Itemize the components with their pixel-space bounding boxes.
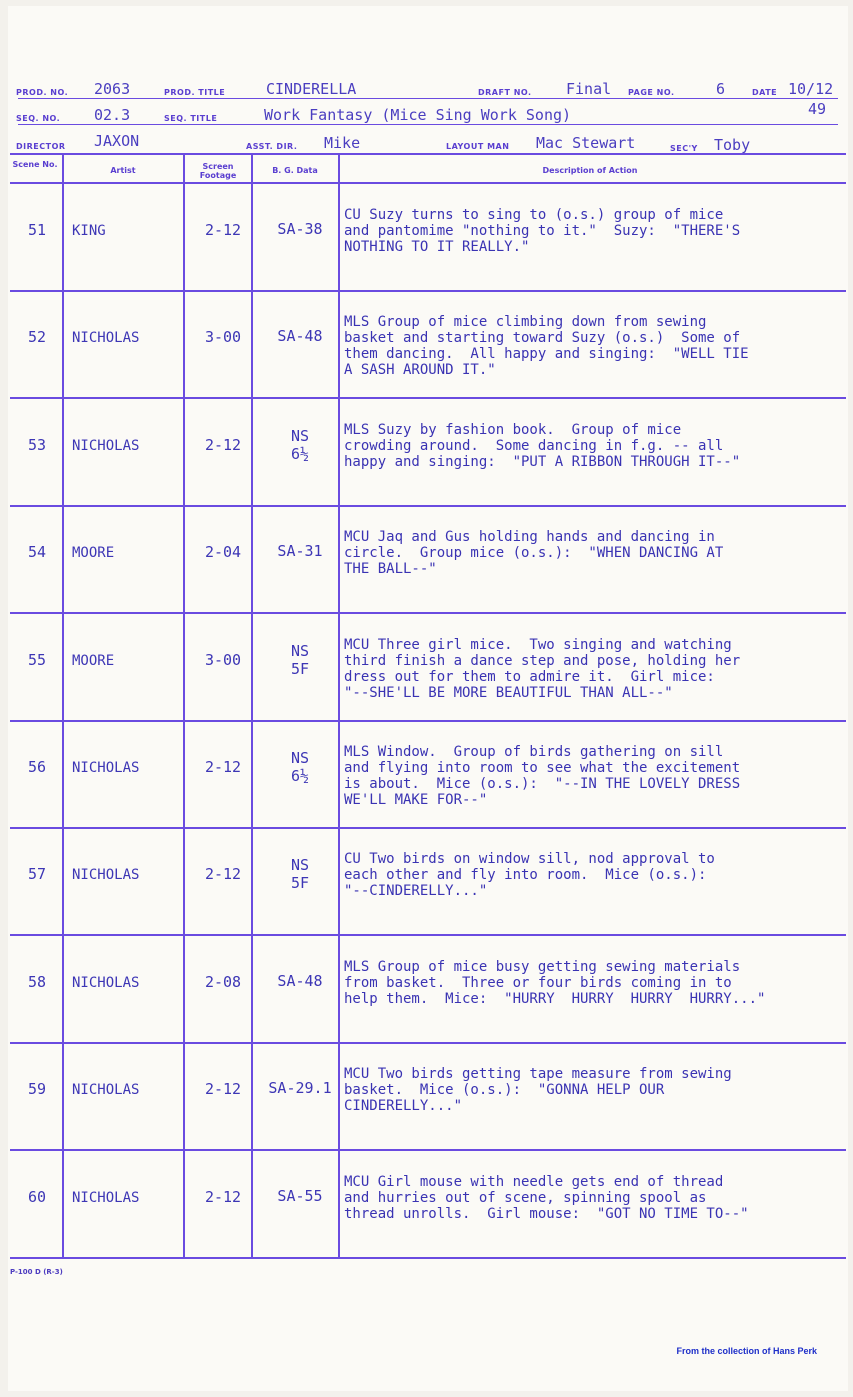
artist-name: NICHOLAS [72, 330, 140, 346]
screen-footage: 2-12 [204, 221, 242, 239]
artist-name: NICHOLAS [72, 1082, 140, 1098]
artist-name: MOORE [72, 653, 115, 669]
bg-data: SA-31 [277, 542, 323, 560]
seq-title: Work Fantasy (Mice Sing Work Song) [264, 106, 572, 124]
table-row [10, 398, 846, 505]
screen-footage: 3-00 [204, 328, 242, 346]
screen-footage: 2-12 [204, 436, 242, 454]
action-description: MCU Three girl mice. Two singing and watching third finish a dance step and pose, holding her dress out for them to admire it. Girl mice: "--SHE'LL BE MORE BEAUTIFUL THAN ALL--" [344, 637, 741, 701]
seq-title-label: SEQ. TITLE [164, 114, 218, 123]
prod-title: CINDERELLA [266, 80, 357, 98]
action-description: MLS Group of mice climbing down from sewing basket and starting toward Suzy (o.s.) Some of them dancing. All happy and singing: "WELL TIE A SASH AROUND IT." [344, 314, 749, 378]
screen-footage: 2-12 [204, 865, 242, 883]
scene-number: 54 [27, 543, 47, 561]
layout-man-label: LAYOUT MAN [446, 142, 510, 151]
col-footage-header: Screen Footage [199, 162, 237, 180]
col-desc-header: Description of Action [542, 166, 638, 175]
date-year: 49 [808, 100, 827, 118]
bg-data: SA-48 [277, 972, 323, 990]
secy-label: SEC'Y [670, 144, 698, 153]
bg-data: SA-38 [277, 220, 323, 238]
asst-dir-label: ASST. DIR. [246, 142, 298, 151]
bg-data: NS [290, 749, 310, 767]
date-label: DATE [752, 88, 778, 97]
bg-data: SA-55 [277, 1187, 323, 1205]
layout-man: Mac Stewart [536, 134, 636, 152]
header-rule-2 [18, 124, 838, 125]
col-artist-header: Artist [110, 166, 136, 175]
prod-title-label: PROD. TITLE [164, 88, 226, 97]
row-divider [10, 1257, 846, 1259]
bg-data: NS [290, 642, 310, 660]
artist-name: NICHOLAS [72, 975, 140, 991]
bg-data-sub: 5F [290, 660, 310, 678]
bg-data: SA-29.1 [268, 1079, 332, 1097]
asst-dir: Mike [324, 134, 361, 152]
action-description: MLS Window. Group of birds gathering on sill and flying into room to see what the excitement is about. Mice (o.s.): "--IN THE LOVELY DRESS WE'LL MAKE FOR--" [344, 744, 741, 808]
action-description: MLS Suzy by fashion book. Group of mice crowding around. Some dancing in f.g. -- all happy and singing: "PUT A RIBBON THROUGH IT--" [344, 422, 741, 470]
table-row [10, 1150, 846, 1257]
prod-no: 2063 [94, 80, 131, 98]
action-description: CU Suzy turns to sing to (o.s.) group of mice and pantomime "nothing to it." Suzy: "THERE'S NOTHING TO IT REALLY." [344, 207, 741, 255]
artist-name: NICHOLAS [72, 760, 140, 776]
col-bg-header: B. G. Data [272, 166, 318, 175]
screen-footage: 2-12 [204, 1080, 242, 1098]
artist-name: NICHOLAS [72, 867, 140, 883]
header-rule-1 [18, 98, 838, 99]
artist-name: MOORE [72, 545, 115, 561]
action-description: MCU Girl mouse with needle gets end of thread and hurries out of scene, spinning spool as thread unrolls. Girl mouse: "GOT NO TIME TO--" [344, 1174, 749, 1222]
table-row [10, 613, 846, 720]
scene-number: 55 [27, 651, 47, 669]
collection-credit: From the collection of Hans Perk [676, 1346, 817, 1356]
form-code: P-100 D (R-3) [10, 1268, 63, 1276]
screen-footage: 2-12 [204, 758, 242, 776]
header-rule-3 [10, 153, 846, 155]
bg-data-sub: 6½ [290, 445, 310, 463]
table-row [10, 720, 846, 827]
col-scene-header: Scene No. [12, 160, 58, 169]
action-description: MCU Jaq and Gus holding hands and dancing in circle. Group mice (o.s.): "WHEN DANCING AT THE BALL--" [344, 529, 724, 577]
table-row [10, 290, 846, 397]
prod-no-label: PROD. NO. [16, 88, 69, 97]
scene-number: 52 [27, 328, 47, 346]
screen-footage: 2-12 [204, 1188, 242, 1206]
action-description: MLS Group of mice busy getting sewing materials from basket. Three or four birds coming in to help them. Mice: "HURRY HURRY HURRY HURRY..." [344, 959, 766, 1007]
draft-no: Final [566, 80, 612, 98]
table-row [10, 1042, 846, 1149]
seq-no-label: SEQ. NO. [16, 114, 61, 123]
bg-data: NS [290, 427, 310, 445]
table-row [10, 183, 846, 290]
bg-data: SA-48 [277, 327, 323, 345]
date: 10/12 [788, 80, 834, 98]
secy: Toby [714, 136, 751, 154]
bg-data: NS [290, 856, 310, 874]
table-row [10, 827, 846, 934]
scene-number: 60 [27, 1188, 47, 1206]
scene-number: 56 [27, 758, 47, 776]
table-row [10, 935, 846, 1042]
director: JAXON [94, 132, 140, 150]
seq-no: 02.3 [94, 106, 131, 124]
artist-name: NICHOLAS [72, 1190, 140, 1206]
director-label: DIRECTOR [16, 142, 66, 151]
artist-name: NICHOLAS [72, 438, 140, 454]
screen-footage: 2-08 [204, 973, 242, 991]
page-no: 6 [716, 80, 726, 98]
artist-name: KING [72, 223, 106, 239]
scene-number: 58 [27, 973, 47, 991]
screen-footage: 2-04 [204, 543, 242, 561]
scene-number: 51 [27, 221, 47, 239]
scene-number: 57 [27, 865, 47, 883]
scene-number: 53 [27, 436, 47, 454]
action-description: MCU Two birds getting tape measure from sewing basket. Mice (o.s.): "GONNA HELP OUR CINDERELLY..." [344, 1066, 732, 1114]
scene-number: 59 [27, 1080, 47, 1098]
bg-data-sub: 6½ [290, 767, 310, 785]
draft-no-label: DRAFT NO. [478, 88, 532, 97]
action-description: CU Two birds on window sill, nod approval to each other and fly into room. Mice (o.s.): "--CINDERELLY..." [344, 851, 715, 899]
bg-data-sub: 5F [290, 874, 310, 892]
table-row [10, 505, 846, 612]
page-no-label: PAGE NO. [628, 88, 675, 97]
screen-footage: 3-00 [204, 651, 242, 669]
